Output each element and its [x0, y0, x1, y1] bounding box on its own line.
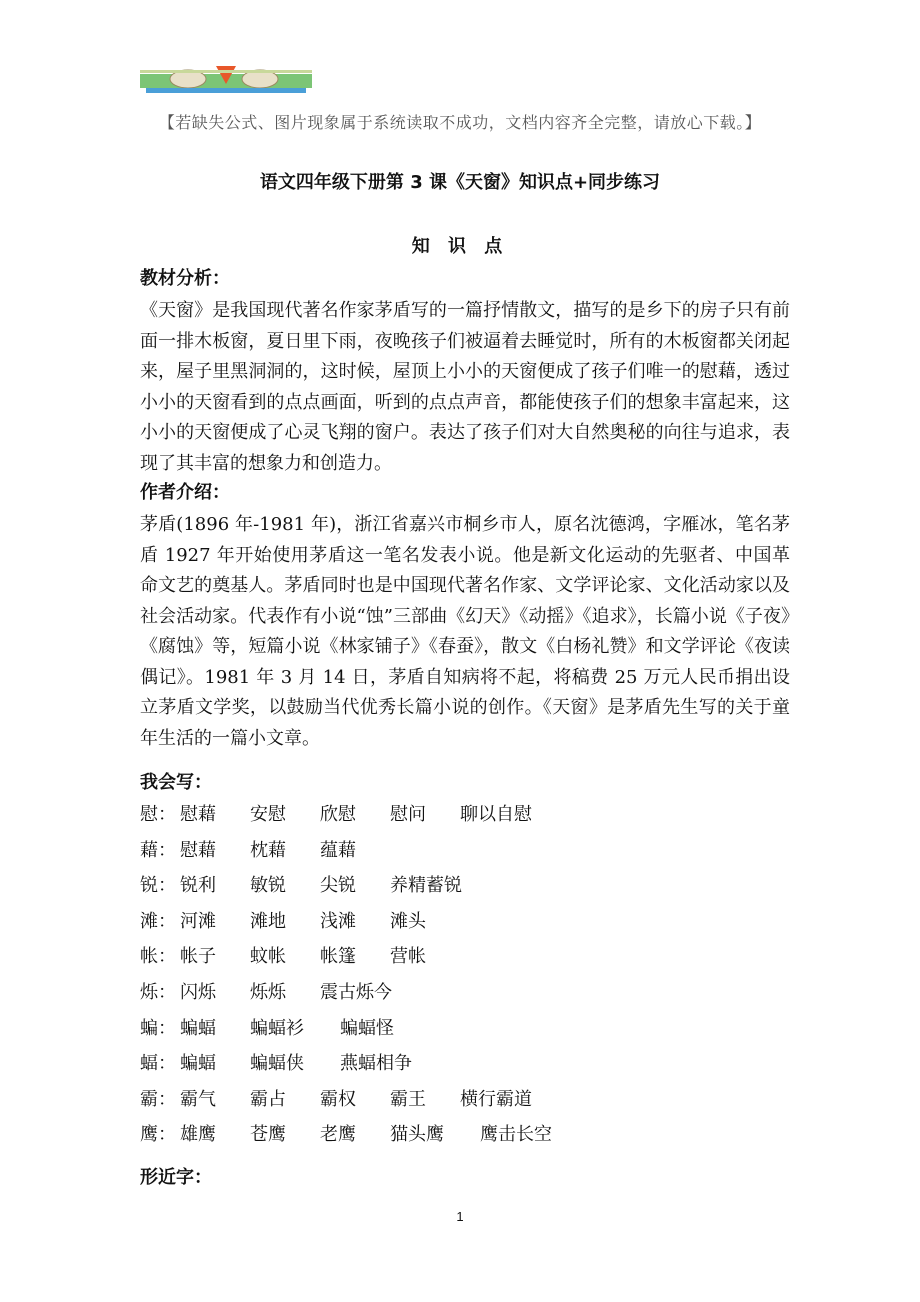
- word-item: 聊以自慰: [460, 804, 532, 825]
- word-char: 霸：: [140, 1088, 176, 1110]
- word-char: 蝠：: [140, 1053, 176, 1075]
- write-heading: 我会写：: [140, 772, 212, 793]
- word-item: 慰问: [390, 804, 426, 825]
- word-item: 猫头鹰: [390, 1124, 444, 1146]
- word-char: 藉：: [140, 839, 176, 861]
- word-item: 燕蝠相争: [340, 1053, 412, 1075]
- word-item: 蝙蝠怪: [340, 1017, 394, 1039]
- word-row: [140, 975, 790, 1011]
- word-item: 河滩: [180, 910, 216, 932]
- word-char: 烁：: [140, 981, 176, 1003]
- word-item: 枕藉: [250, 839, 286, 861]
- word-item: 霸占: [250, 1088, 286, 1110]
- word-item: 养精蓄锐: [390, 875, 462, 897]
- word-item: 霸权: [320, 1088, 356, 1110]
- section-subtitle: 知 识 点: [411, 236, 509, 257]
- word-item: 横行霸道: [460, 1088, 532, 1110]
- word-item: 鹰击长空: [480, 1124, 552, 1146]
- word-row: [140, 833, 790, 869]
- analysis-text: 《天窗》是我国现代著名作家茅盾写的一篇抒情散文，描写的是乡下的房子只有前面一排木板窗，夏日里下雨，夜晚孩子们被逼着去睡觉时，所有的木板窗都关闭起来，屋子里黑洞洞的，这时候，屋顶上小小的天窗便成了孩子们唯一的慰藉，透过小小的天窗看到的点点画面，听到的点点声音，都能使孩子们的想象丰富起来，这小小的天窗便成了心灵飞翔的窗户。表达了孩子们对大自然奥秘的向往与追求，表现了其丰富的想象力和创造力。: [140, 300, 790, 474]
- word-row: [140, 1046, 790, 1082]
- word-item: 闪烁: [180, 981, 216, 1003]
- word-item: 霸王: [390, 1088, 426, 1110]
- word-item: 蝙蝠衫: [250, 1017, 304, 1039]
- word-item: 慰藉: [180, 839, 216, 861]
- word-row: [140, 1011, 790, 1047]
- word-item: 蕴藉: [320, 839, 356, 861]
- word-char: 慰：: [140, 804, 176, 825]
- word-item: 雄鹰: [180, 1124, 216, 1146]
- word-item: 安慰: [250, 804, 286, 825]
- word-char: 滩：: [140, 910, 176, 932]
- word-row: [140, 939, 790, 975]
- word-item: 敏锐: [250, 875, 286, 897]
- word-item: 滩头: [390, 910, 426, 932]
- author-paragraph: [140, 510, 790, 754]
- word-row: [140, 1082, 790, 1118]
- word-row: [140, 904, 790, 940]
- word-row: [140, 868, 790, 904]
- word-char: 锐：: [140, 875, 176, 897]
- word-item: 震古烁今: [320, 981, 392, 1003]
- publisher-logo: [140, 62, 312, 96]
- analysis-paragraph: [140, 296, 790, 479]
- word-item: 营帐: [390, 946, 426, 968]
- word-item: 帐子: [180, 946, 216, 968]
- word-char: 帐：: [140, 946, 176, 968]
- word-item: 烁烁: [250, 981, 286, 1003]
- word-item: 霸气: [180, 1088, 216, 1110]
- document-title: 语文四年级下册第 3 课《天窗》知识点+同步练习: [259, 172, 661, 193]
- word-char: 鹰：: [140, 1124, 176, 1146]
- word-item: 尖锐: [320, 875, 356, 897]
- word-char: 蝙：: [140, 1017, 176, 1039]
- word-item: 蝙蝠侠: [250, 1053, 304, 1075]
- word-row: [140, 797, 790, 833]
- word-item: 帐篷: [320, 946, 356, 968]
- word-item: 老鹰: [320, 1124, 356, 1146]
- word-item: 浅滩: [320, 910, 356, 932]
- word-item: 蚊帐: [250, 946, 286, 968]
- similar-heading: 形近字：: [140, 1167, 212, 1188]
- word-item: 蝙蝠: [180, 1053, 216, 1075]
- page-number: 1: [456, 1209, 464, 1224]
- word-list: [140, 797, 790, 1153]
- word-item: 慰藉: [180, 804, 216, 825]
- analysis-heading: 教材分析：: [140, 268, 230, 289]
- word-item: 蝙蝠: [180, 1017, 216, 1039]
- word-item: 苍鹰: [250, 1124, 286, 1146]
- author-text: 茅盾(1896 年-1981 年)，浙江省嘉兴市桐乡市人，原名沈德鸿，字雁冰，笔名茅盾 1927 年开始使用茅盾这一笔名发表小说。他是新文化运动的先驱者、中国革命文艺的奠基人。茅盾同时也是中国现代著名作家、文学评论家、文化活动家以及社会活动家。代表作有小说“蚀”三部曲《幻天》《动摇》《追求》，长篇小说《子夜》《腐蚀》等，短篇小说《林家铺子》《春蚕》，散文《白杨礼赞》和文学评论《夜读偶记》。1981 年 3 月 14 日，茅盾自知病将不起，将稿费 25 万元人民币捐出设立茅盾文学奖，以鼓励当代优秀长篇小说的创作。《天窗》是茅盾先生写的关于童年生活的一篇小文章。: [140, 514, 790, 749]
- author-heading: 作者介绍：: [140, 482, 230, 503]
- word-item: 滩地: [250, 910, 286, 932]
- word-item: 锐利: [180, 875, 216, 897]
- word-item: 欣慰: [320, 804, 356, 825]
- download-notice: 【若缺失公式、图片现象属于系统读取不成功，文档内容齐全完整，请放心下载。】: [158, 113, 762, 132]
- word-row: [140, 1117, 790, 1153]
